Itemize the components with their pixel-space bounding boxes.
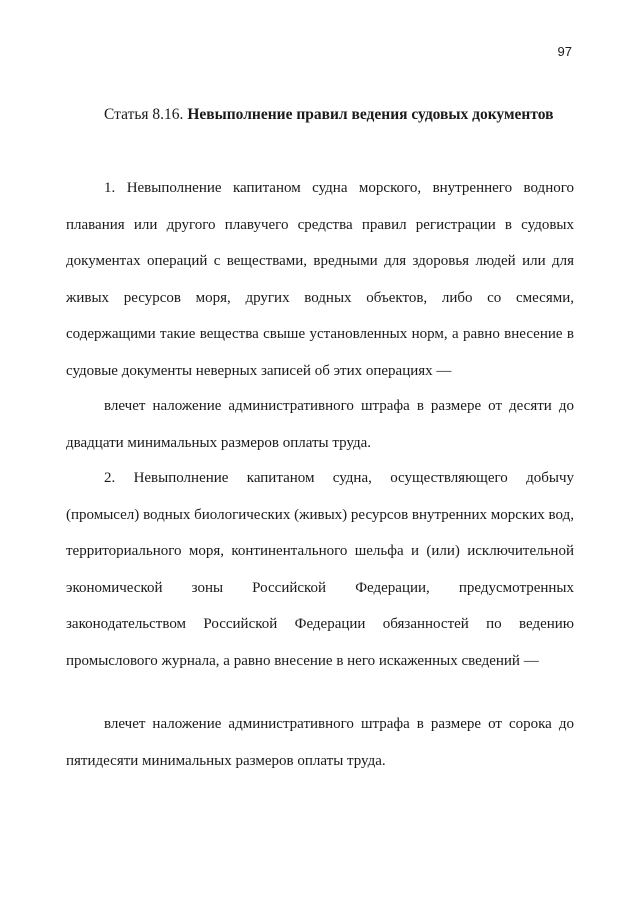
paragraph-1: 1. Невыполнение капитаном судна морского, внутреннего водного плавания или другого плавучего средства правил регистрации в судовых документах операций с веществами, вредными для здоровья людей или для живых ресурсов моря, других водных объектов, либо со смесями, содержащими такие вещества свыше установленных норм, а равно внесение в судовые документы неверных записей об этих операциях — <box>66 180 574 379</box>
article-title <box>104 106 554 124</box>
article-heading: Невыполнение правил ведения судовых документов <box>187 106 554 123</box>
paragraph-4-block <box>66 706 574 779</box>
paragraph-3-block <box>66 460 574 679</box>
paragraph-3: 2. Невыполнение капитаном судна, осуществляющего добычу (промысел) водных биологических (живых) ресурсов внутренних морских вод, территориального моря, континентального шельфа и (или) исключительной экономической зоны Российской Федерации, предусмотренных законодательством Российской Федерации обязанностей по ведению промыслового журнала, а равно внесение в него искаженных сведений — <box>66 470 574 669</box>
paragraph-2-block <box>66 388 574 461</box>
paragraph-4: влечет наложение административного штрафа в размере от сорока до пятидесяти минимальных размеров оплаты труда. <box>66 716 574 769</box>
page-number: 97 <box>557 44 572 59</box>
paragraph-1-block <box>66 170 574 389</box>
paragraph-2: влечет наложение административного штрафа в размере от десяти до двадцати минимальных размеров оплаты труда. <box>66 398 574 451</box>
article-number: Статья 8.16. <box>104 106 188 123</box>
